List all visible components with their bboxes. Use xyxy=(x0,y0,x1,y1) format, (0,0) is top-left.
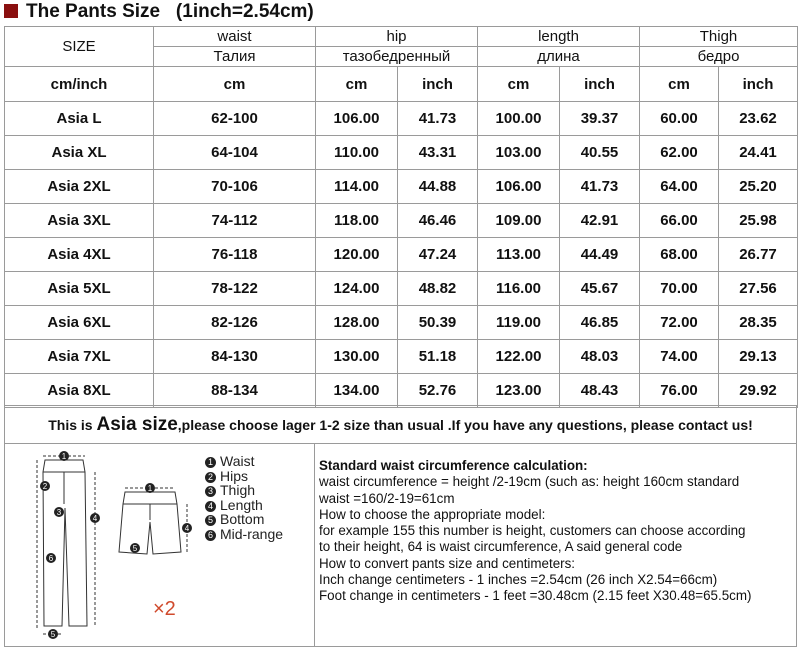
legend-number: 5 xyxy=(205,515,216,526)
measurement-cell: 48.82 xyxy=(398,272,478,306)
table-row xyxy=(5,238,798,272)
measurement-cell: 130.00 xyxy=(316,340,398,374)
measurement-cell: 84-130 xyxy=(154,340,316,374)
table-row xyxy=(5,102,798,136)
measurement-cell: 62.00 xyxy=(640,136,719,170)
info-line: waist circumference = height /2-19cm (such as: height 160cm standard xyxy=(319,474,740,490)
svg-text:1: 1 xyxy=(147,484,153,493)
svg-text:1: 1 xyxy=(61,452,67,461)
legend-label: Mid-range xyxy=(220,525,284,542)
measurement-cell: 100.00 xyxy=(478,102,560,136)
table-row xyxy=(5,340,798,374)
table-row xyxy=(5,136,798,170)
measurement-cell: 40.55 xyxy=(560,136,640,170)
measurement-cell: 116.00 xyxy=(478,272,560,306)
legend-number: 4 xyxy=(205,501,216,512)
measurement-cell: 113.00 xyxy=(478,238,560,272)
legend-number: 3 xyxy=(205,486,216,497)
measurement-cell: 78-122 xyxy=(154,272,316,306)
measurement-cell: 119.00 xyxy=(478,306,560,340)
measurement-cell: 41.73 xyxy=(560,170,640,204)
size-label-cell: Asia 4XL xyxy=(5,238,154,272)
measurement-cell: 51.18 xyxy=(398,340,478,374)
measurement-cell: 60.00 xyxy=(640,102,719,136)
info-line: to their height, 64 is waist circumference, A said general code xyxy=(319,539,683,555)
svg-text:4: 4 xyxy=(92,514,98,523)
measurement-cell: 39.37 xyxy=(560,102,640,136)
legend-label: Bottom xyxy=(220,511,265,527)
measurement-cell: 46.46 xyxy=(398,204,478,238)
info-line: waist =160/2-19=61cm xyxy=(319,490,455,506)
measurement-cell: 114.00 xyxy=(316,170,398,204)
size-header: SIZE xyxy=(5,27,154,67)
note-asia-size: Asia size xyxy=(96,414,178,435)
measurement-cell: 64-104 xyxy=(154,136,316,170)
info-line: Inch change centimeters - 1 inches =2.54cm (26 inch X2.54=66cm) xyxy=(319,572,718,588)
measurement-cell: 25.98 xyxy=(719,204,798,238)
measurement-cell: 76-118 xyxy=(154,238,316,272)
svg-text:3: 3 xyxy=(56,508,62,517)
legend-label: Hips xyxy=(220,467,249,484)
info-line: for example 155 this number is height, customers can choose according xyxy=(319,523,746,539)
unit-cell: cm xyxy=(316,67,398,102)
measurement-cell: 66.00 xyxy=(640,204,719,238)
group-header-hip: hip xyxy=(316,27,478,47)
measurement-cell: 134.00 xyxy=(316,374,398,408)
measurement-cell: 110.00 xyxy=(316,136,398,170)
svg-text:2: 2 xyxy=(42,482,48,491)
group-header-thigh-ru: бедро xyxy=(640,47,798,67)
measurement-cell: 47.24 xyxy=(398,238,478,272)
measurement-cell: 106.00 xyxy=(478,170,560,204)
measurement-cell: 42.91 xyxy=(560,204,640,238)
measurement-cell: 122.00 xyxy=(478,340,560,374)
group-header-hip-ru: тазобедренный xyxy=(316,47,478,67)
measurement-cell: 88-134 xyxy=(154,374,316,408)
legend-item xyxy=(205,498,283,513)
group-header-length-ru: длина xyxy=(478,47,640,67)
unit-cell: cm xyxy=(154,67,316,102)
group-header-thigh: Thigh xyxy=(640,27,798,47)
measurement-cell: 24.41 xyxy=(719,136,798,170)
measurement-cell: 50.39 xyxy=(398,306,478,340)
info-line: How to convert pants size and centimeters: xyxy=(319,555,576,571)
legend-number: 1 xyxy=(205,457,216,468)
measurement-cell: 48.43 xyxy=(560,374,640,408)
measurement-cell: 120.00 xyxy=(316,238,398,272)
size-label-cell: Asia 6XL xyxy=(5,306,154,340)
unit-cell: inch xyxy=(398,67,478,102)
measurement-cell: 48.03 xyxy=(560,340,640,374)
measurement-cell: 68.00 xyxy=(640,238,719,272)
asia-size-note xyxy=(4,405,797,444)
measurement-cell: 52.76 xyxy=(398,374,478,408)
size-label-cell: Asia 5XL xyxy=(5,272,154,306)
svg-text:6: 6 xyxy=(48,554,54,563)
measurement-cell: 25.20 xyxy=(719,170,798,204)
legend-number: 6 xyxy=(205,530,216,541)
measurement-cell: 41.73 xyxy=(398,102,478,136)
measurement-cell: 43.31 xyxy=(398,136,478,170)
measurement-cell: 26.77 xyxy=(719,238,798,272)
measurement-cell: 29.92 xyxy=(719,374,798,408)
legend-item xyxy=(205,527,283,542)
measurement-cell: 44.88 xyxy=(398,170,478,204)
note-suffix: ,please choose lager 1-2 size than usual .If you have any questions, please contact us! xyxy=(177,417,753,433)
pants-diagram-illustration xyxy=(15,448,211,648)
note-prefix: This is xyxy=(48,417,97,433)
size-table xyxy=(4,26,798,408)
svg-text:5: 5 xyxy=(50,630,56,639)
measurement-cell: 64.00 xyxy=(640,170,719,204)
measurement-cell: 70.00 xyxy=(640,272,719,306)
legend-item xyxy=(205,469,283,484)
svg-text:4: 4 xyxy=(184,524,190,533)
measurement-cell: 23.62 xyxy=(719,102,798,136)
measurement-cell: 62-100 xyxy=(154,102,316,136)
size-label-cell: Asia 3XL xyxy=(5,204,154,238)
measurement-cell: 124.00 xyxy=(316,272,398,306)
legend-label: Waist xyxy=(220,453,255,469)
measurement-cell: 74-112 xyxy=(154,204,316,238)
measurement-cell: 27.56 xyxy=(719,272,798,306)
unit-cell: inch xyxy=(719,67,798,102)
table-row xyxy=(5,204,798,238)
unit-cell: cm xyxy=(640,67,719,102)
measurement-cell: 76.00 xyxy=(640,374,719,408)
section-divider xyxy=(314,444,315,647)
measurement-cell: 109.00 xyxy=(478,204,560,238)
measurement-cell: 46.85 xyxy=(560,306,640,340)
group-header-waist: waist xyxy=(154,27,316,47)
legend-label: Length xyxy=(220,496,263,513)
measurement-cell: 29.13 xyxy=(719,340,798,374)
size-label-cell: Asia 2XL xyxy=(5,170,154,204)
measurement-cell: 106.00 xyxy=(316,102,398,136)
group-header-length: length xyxy=(478,27,640,47)
measurement-section xyxy=(4,444,797,647)
legend-number: 2 xyxy=(205,472,216,483)
legend-label: Thigh xyxy=(220,482,256,498)
measurement-cell: 82-126 xyxy=(154,306,316,340)
measurement-cell: 28.35 xyxy=(719,306,798,340)
title-square-icon xyxy=(4,4,18,18)
info-line: Foot change in centimeters - 1 feet =30.48cm (2.15 feet X30.48=65.5cm) xyxy=(319,588,752,604)
measurement-cell: 123.00 xyxy=(478,374,560,408)
size-label-cell: Asia L xyxy=(5,102,154,136)
size-label-cell: Asia 8XL xyxy=(5,374,154,408)
legend-item xyxy=(205,454,283,469)
table-row xyxy=(5,272,798,306)
measurement-cell: 70-106 xyxy=(154,170,316,204)
measurement-legend xyxy=(205,454,283,541)
group-header-waist-ru: Талия xyxy=(154,47,316,67)
size-label-cell: Asia XL xyxy=(5,136,154,170)
measurement-cell: 128.00 xyxy=(316,306,398,340)
quantity-multiplier: ×2 xyxy=(153,598,176,620)
measurement-cell: 118.00 xyxy=(316,204,398,238)
table-row xyxy=(5,306,798,340)
measurement-cell: 72.00 xyxy=(640,306,719,340)
unit-cell: cm/inch xyxy=(5,67,154,102)
svg-text:5: 5 xyxy=(132,544,138,553)
header-row-english xyxy=(5,27,798,47)
size-label-cell: Asia 7XL xyxy=(5,340,154,374)
measurement-cell: 44.49 xyxy=(560,238,640,272)
unit-row xyxy=(5,67,798,102)
waist-calculation-info xyxy=(319,458,795,605)
info-line: How to choose the appropriate model: xyxy=(319,506,546,522)
table-row xyxy=(5,374,798,408)
measurement-cell: 103.00 xyxy=(478,136,560,170)
unit-cell: inch xyxy=(560,67,640,102)
page-title xyxy=(0,0,800,24)
measurement-cell: 45.67 xyxy=(560,272,640,306)
info-heading: Standard waist circumference calculation: xyxy=(319,458,588,473)
title-text: The Pants Size (1inch=2.54cm) xyxy=(26,1,314,22)
unit-cell: cm xyxy=(478,67,560,102)
table-row xyxy=(5,170,798,204)
legend-item xyxy=(205,512,283,527)
legend-item xyxy=(205,483,283,498)
measurement-cell: 74.00 xyxy=(640,340,719,374)
